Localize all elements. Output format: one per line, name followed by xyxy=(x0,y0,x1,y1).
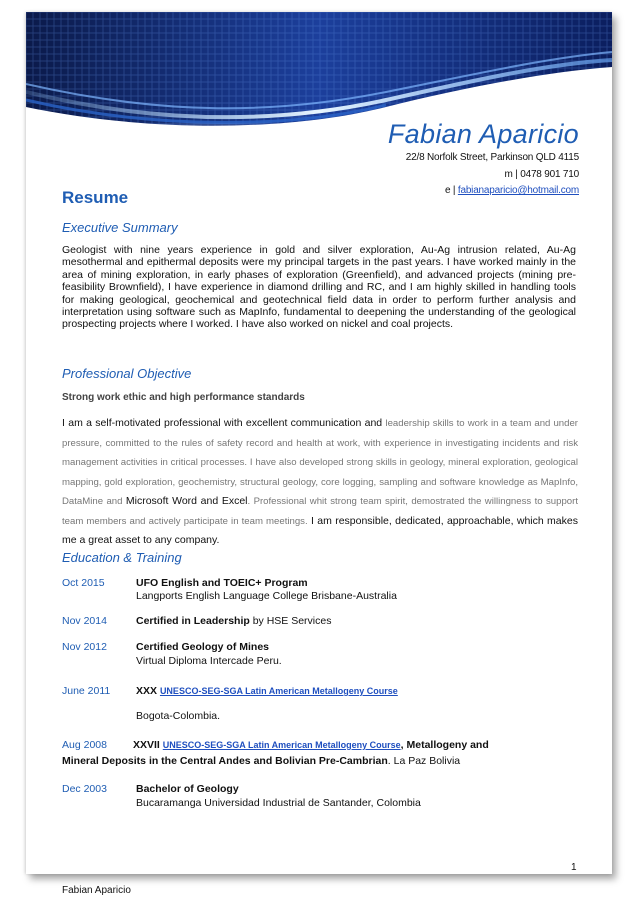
edu-title-5 xyxy=(133,739,489,751)
edu-title-text-3: Certified Geology of Mines xyxy=(136,641,270,653)
education-heading: Education & Training xyxy=(62,550,182,565)
email-line xyxy=(445,185,579,196)
executive-summary-text: Geologist with nine years experience in gold and silver exploration, Au-Ag intrusion related, Au-Ag mesothermal and epithermal deposits were my principal targets in the past years. I have worked mainly in the area of mining exploration, in early phases of exploration (Greenfield), and advanced projects (mining pre-feasibility Brownfield), I have experience in diamond drilling and RC, and I am highly skilled in handling tools for making geological, geochemical and geotechnical field data in order to perform further analysis and interpretation using software such as MapInfo, fundamental to deepening the understanding of the geological prospecting projects where I worked. I have also worked on nickel and coal projects. xyxy=(62,244,576,331)
page-number: 1 xyxy=(571,862,577,873)
objective-part4: . Professional whit strong team spirit, demostrated the willingness to support team members and actively participate in team meetings. xyxy=(62,496,578,527)
email-prefix: e | xyxy=(444,185,458,196)
edu-date-4: June 2011 xyxy=(62,685,111,697)
edu-title-text-5: XXVII xyxy=(133,739,163,751)
objective-part3: Microsoft Word and Excel xyxy=(125,495,248,507)
edu-date-3: Nov 2012 xyxy=(62,641,107,653)
edu-sub-4: Bogota-Colombia. xyxy=(136,710,221,722)
edu-title-2 xyxy=(136,615,331,627)
edu-sub-6: Bucaramanga Universidad Industrial de Santander, Colombia xyxy=(136,797,421,809)
footer-name: Fabian Aparicio xyxy=(62,885,131,896)
edu-line2-5 xyxy=(62,755,460,767)
objective-text xyxy=(62,414,578,550)
objective-part2: leadership skills to work in a team and under pressure, committed to the rules of safety record and health at work, with experience in investigating incidents and risk management activities in critical processes. I have also developed strong skills in geology, mineral exploration, geological mapping, gold exploration, geochemistry, structural geology, core logging, sampling and software knowledge as MapInfo, DataMine and xyxy=(62,418,578,507)
phone-line: m | 0478 901 710 xyxy=(504,169,579,180)
resume-title: Resume xyxy=(62,188,129,207)
edu-sub-3: Virtual Diploma Intercade Peru. xyxy=(136,655,282,667)
edu-sub-1: Langports English Language College Brisbane-Australia xyxy=(136,590,397,602)
edu-rest-2: by HSE Services xyxy=(249,615,332,627)
address-line: 22/8 Norfolk Street, Parkinson QLD 4115 xyxy=(405,152,579,163)
edu-line2-rest-5: . La Paz Bolivia xyxy=(387,755,461,767)
edu-link-4[interactable]: UNESCO-SEG-SGA Latin American Metallogeny Course xyxy=(159,686,398,696)
edu-title-4 xyxy=(136,685,398,697)
resume-page xyxy=(26,12,612,874)
edu-title-3 xyxy=(136,641,269,653)
edu-date-6: Dec 2003 xyxy=(62,783,107,795)
edu-title-text-6: Bachelor of Geology xyxy=(136,783,239,795)
edu-title-1 xyxy=(136,577,308,589)
edu-date-2: Nov 2014 xyxy=(62,615,107,627)
edu-title-6 xyxy=(136,783,239,795)
objective-subheading: Strong work ethic and high performance standards xyxy=(62,392,305,403)
edu-line2-text-5: Mineral Deposits in the Central Andes and Bolivian Pre-Cambrian xyxy=(62,755,388,767)
candidate-name: Fabian Aparicio xyxy=(387,119,579,149)
objective-part1: I am a self-motivated professional with excellent communication and xyxy=(62,417,386,429)
edu-link-5[interactable]: UNESCO-SEG-SGA Latin American Metallogeny Course xyxy=(162,740,401,750)
edu-title-text-4: XXX xyxy=(136,685,160,697)
edu-rest-5: , Metallogeny and xyxy=(400,739,489,751)
edu-date-5: Aug 2008 xyxy=(62,739,107,751)
executive-summary-heading: Executive Summary xyxy=(62,220,178,235)
objective-part5: I am responsible, dedicated, approachable, which makes me a great asset to any company. xyxy=(62,514,578,546)
edu-title-text-1: UFO English and TOEIC+ Program xyxy=(136,577,308,589)
email-link[interactable]: fabianaparicio@hotmail.com xyxy=(457,185,579,196)
edu-title-text-2: Certified in Leadership xyxy=(136,615,250,627)
objective-heading: Professional Objective xyxy=(62,366,192,381)
edu-date-1: Oct 2015 xyxy=(62,577,105,589)
